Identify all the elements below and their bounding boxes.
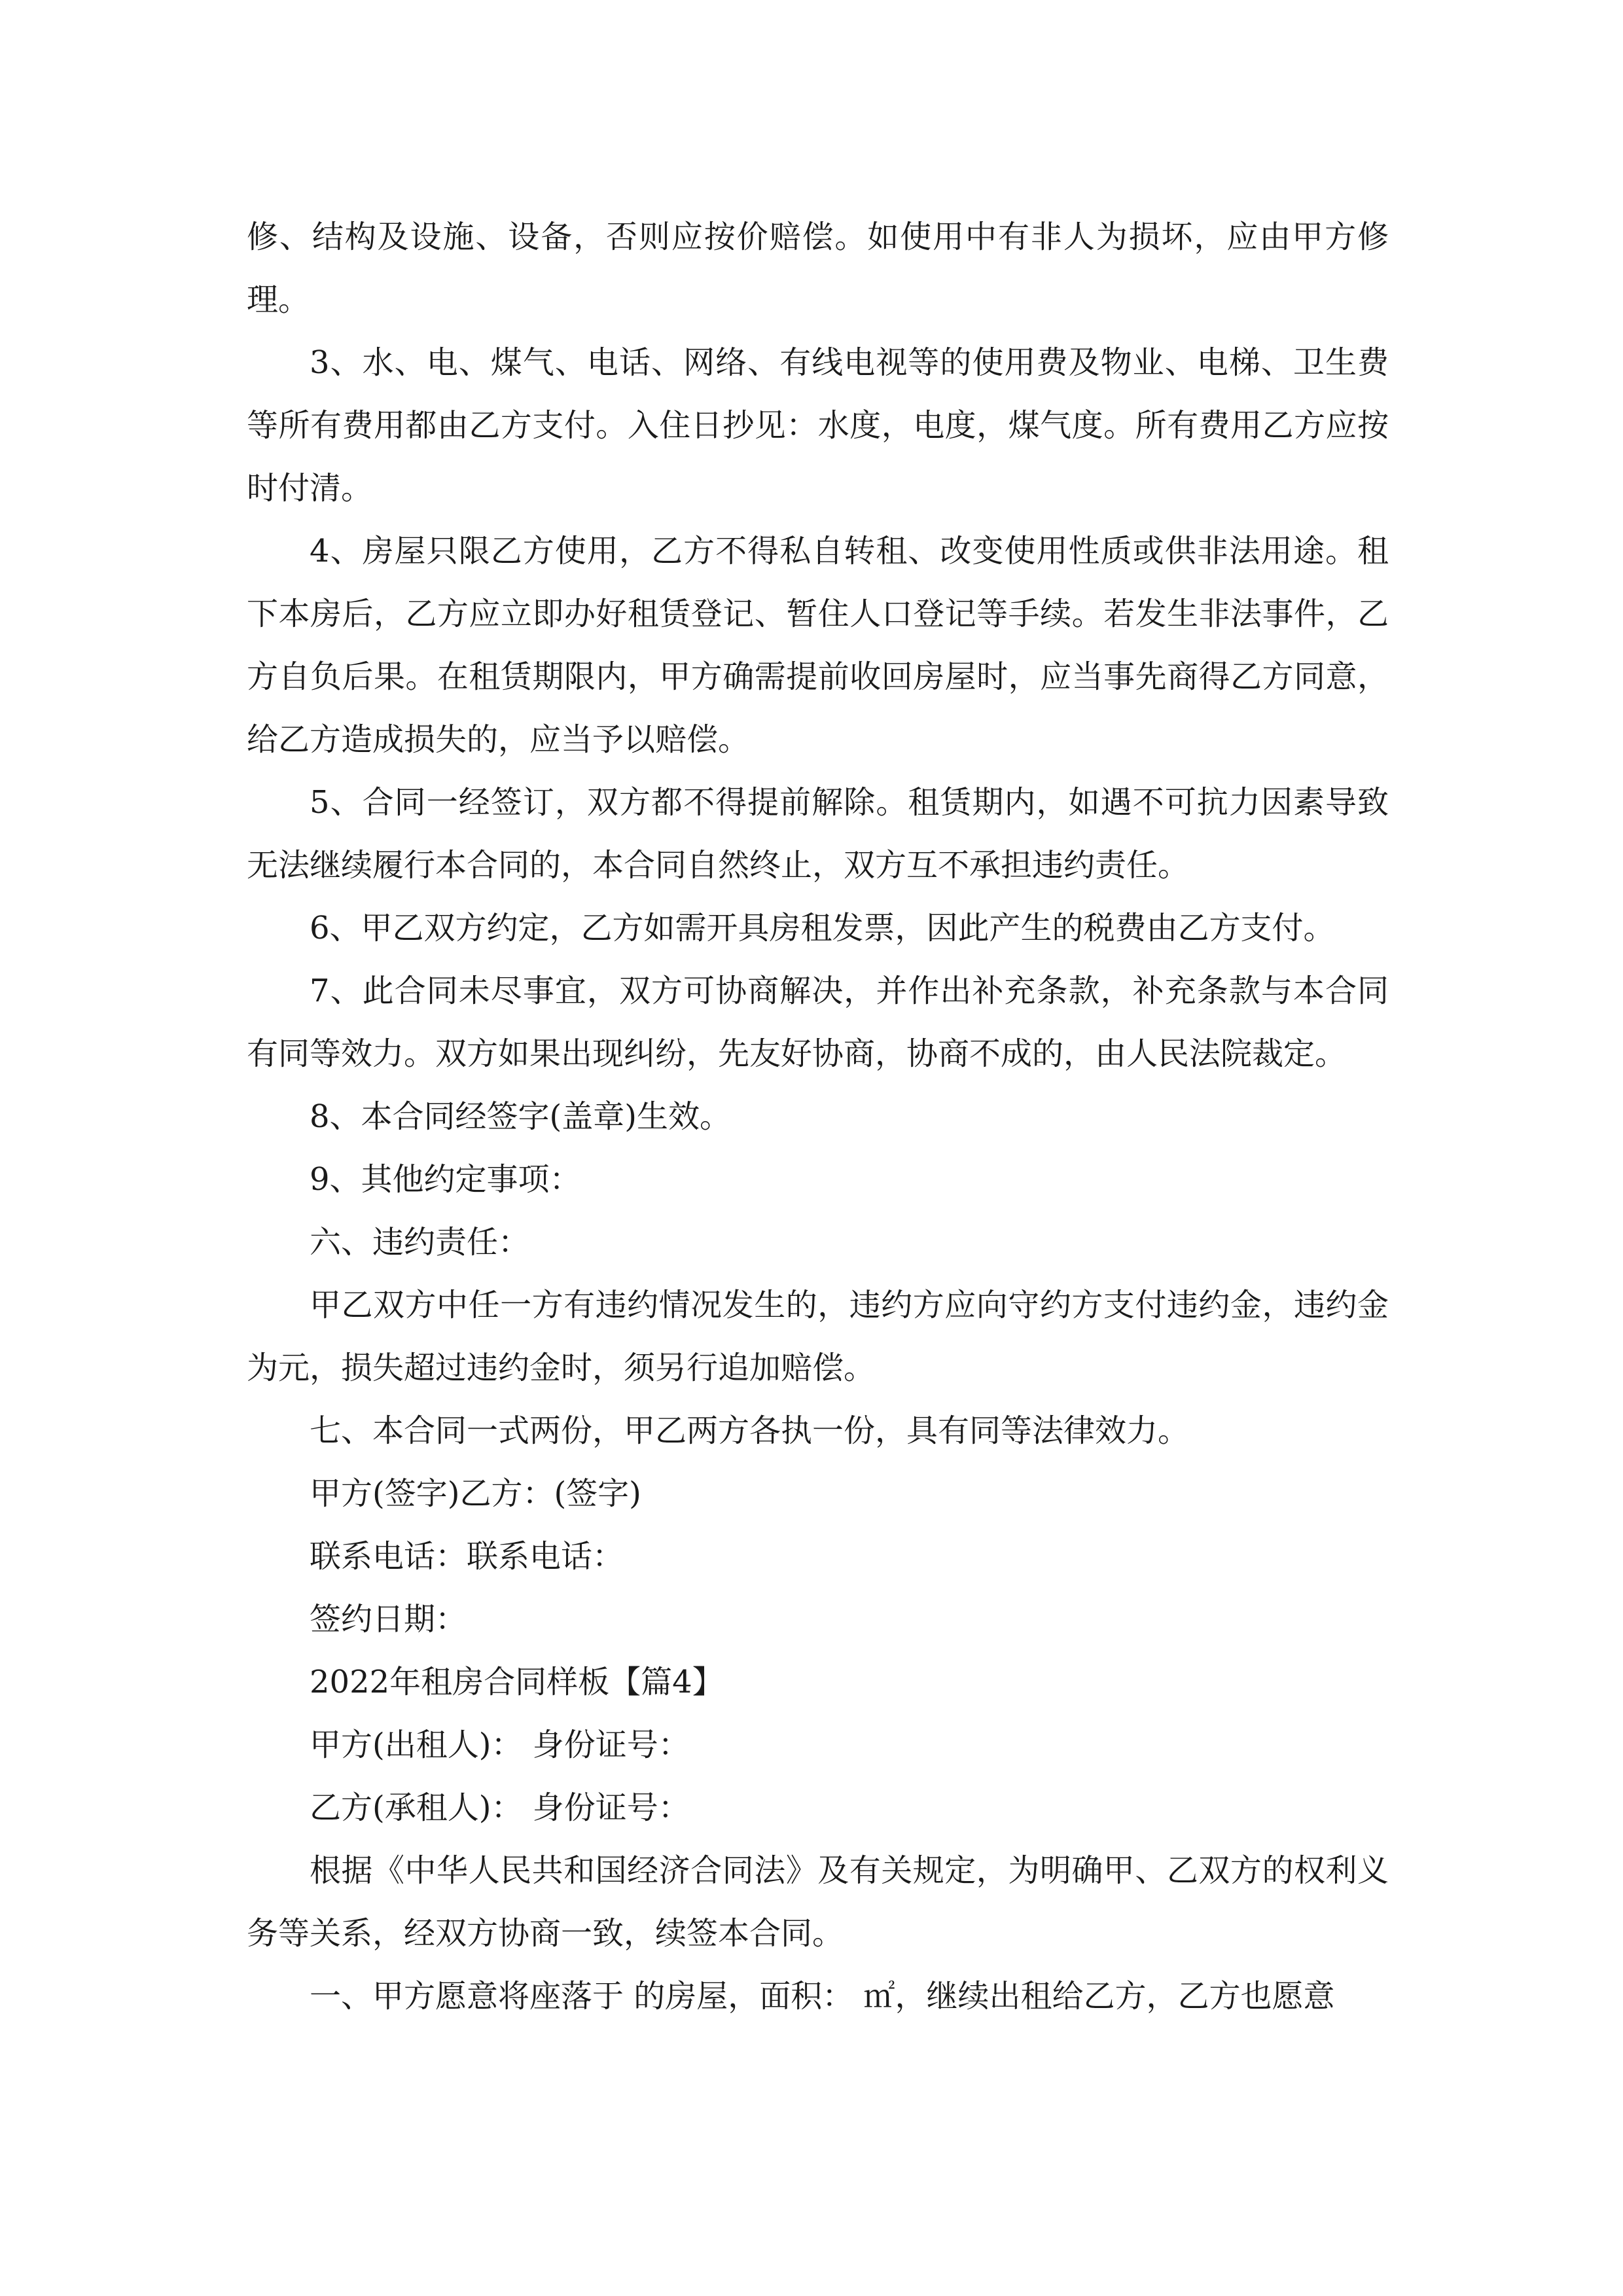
paragraph: 9、其他约定事项： — [310, 1161, 581, 1198]
paragraph: 6、甲乙双方约定，乙方如需开具房租发票，因此产生的税费由乙方支付。 — [310, 910, 1335, 946]
paragraph: 七、本合同一式两份，甲乙两方各执一份，具有同等法律效力。 — [310, 1412, 1190, 1449]
section-heading: 六、违约责任： — [310, 1224, 530, 1261]
paragraph: 甲乙双方中任一方有违约情况发生的，违约方应向守约方支付违约金，违约金为元，损失超过违约金时，须另行追加赔偿。 — [247, 1287, 1389, 1386]
signature-line: 甲方(签字)乙方：(签字) — [310, 1475, 641, 1512]
party-a-line: 甲方(出租人)： 身份证号： — [310, 1727, 690, 1763]
paragraph: 根据《中华人民共和国经济合同法》及有关规定，为明确甲、乙双方的权利义务等关系，经双方协商一致，续签本合同。 — [247, 1852, 1389, 1952]
document-body — [247, 206, 1389, 2028]
date-line: 签约日期： — [310, 1601, 467, 1638]
paragraph: 5、合同一经签订，双方都不得提前解除。租赁期内，如遇不可抗力因素导致无法继续履行本合同的，本合同自然终止，双方互不承担违约责任。 — [247, 784, 1389, 884]
contract-title: 2022年租房合同样板【篇4】 — [310, 1664, 724, 1700]
paragraph: 修、结构及设施、设备，否则应按价赔偿。如使用中有非人为损坏，应由甲方修理。 — [247, 219, 1389, 318]
paragraph: 3、水、电、煤气、电话、网络、有线电视等的使用费及物业、电梯、卫生费等所有费用都由乙方支付。入住日抄见：水度，电度，煤气度。所有费用乙方应按时付清。 — [247, 344, 1389, 507]
paragraph: 8、本合同经签字(盖章)生效。 — [310, 1098, 731, 1135]
paragraph: 4、房屋只限乙方使用，乙方不得私自转租、改变使用性质或供非法用途。租下本房后，乙方应立即办好租赁登记、暂住人口登记等手续。若发生非法事件，乙方自负后果。在租赁期限内，甲方确需提前收回房屋时，应当事先商得乙方同意，给乙方造成损失的，应当予以赔偿。 — [247, 533, 1389, 758]
paragraph: 7、此合同未尽事宜，双方可协商解决，并作出补充条款，补充条款与本合同有同等效力。双方如果出现纠纷，先友好协商，协商不成的，由人民法院裁定。 — [247, 973, 1389, 1072]
contact-line: 联系电话：联系电话： — [310, 1538, 624, 1575]
paragraph: 一、甲方愿意将座落于 的房屋，面积： ㎡，继续出租给乙方，乙方也愿意 — [310, 1978, 1335, 2015]
party-b-line: 乙方(承租人)： 身份证号： — [310, 1789, 690, 1826]
